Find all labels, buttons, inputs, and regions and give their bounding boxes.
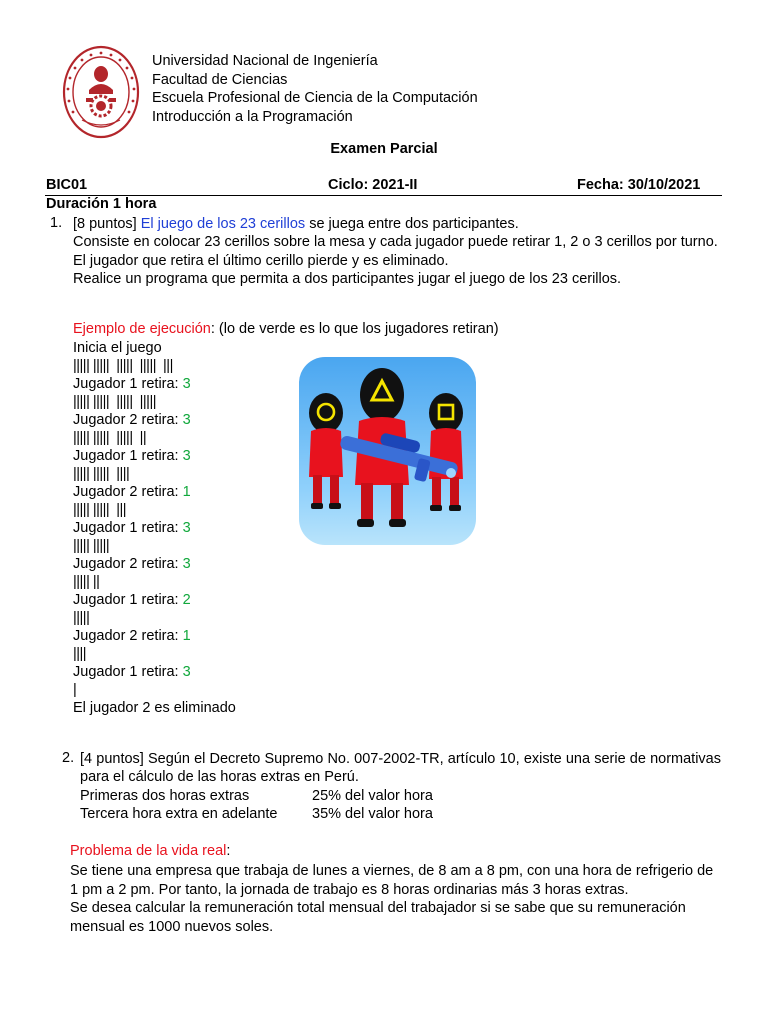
remaining-sticks: ||||| ||||| xyxy=(73,538,110,554)
course-code: BIC01 xyxy=(46,177,88,193)
example-label: Ejemplo de ejecución xyxy=(73,321,211,337)
remaining-sticks: ||||| ||||| |||| xyxy=(73,466,130,482)
q1-line3: El jugador que retira el último cerillo pierde y es eliminado. xyxy=(73,252,449,269)
exam-date: Fecha: 30/10/2021 xyxy=(577,177,701,193)
run-end: El jugador 2 es eliminado xyxy=(73,700,236,716)
university-name: Universidad Nacional de Ingeniería xyxy=(152,53,378,69)
example-run-output xyxy=(73,339,236,717)
sticks-taken: 3 xyxy=(182,412,191,428)
remaining-sticks: | xyxy=(73,682,77,698)
player-label: Jugador 2 retira: xyxy=(73,556,183,572)
remaining-sticks: ||||| || xyxy=(73,574,100,590)
rate-row xyxy=(80,805,721,823)
faculty-name: Facultad de Ciencias xyxy=(152,71,288,88)
player-label: Jugador 2 retira: xyxy=(73,484,183,500)
sticks-taken: 1 xyxy=(182,484,191,500)
player-turn xyxy=(73,555,236,573)
player-turn xyxy=(73,375,236,393)
remaining-sticks: ||||| ||||| ||||| || xyxy=(73,430,147,446)
player-turn xyxy=(73,483,236,501)
player-label: Jugador 1 retira: xyxy=(73,448,183,464)
player-label: Jugador 1 retira: xyxy=(73,592,183,608)
player-label: Jugador 1 retira: xyxy=(73,376,183,392)
institution-header xyxy=(152,52,478,126)
rate-label: Tercera hora extra en adelante xyxy=(80,805,278,822)
problem-paragraph-1: Se tiene una empresa que trabaja de lunes a viernes, de 8 am a 8 pm, con una hora de refrigerio de 1 pm a 2 pm. Por tanto, la jornada de trabajo es 8 horas ordinarias más 3 horas extras. xyxy=(70,863,714,898)
rate-label: Primeras dos horas extras xyxy=(80,787,250,804)
run-start: Inicia el juego xyxy=(73,340,162,356)
sticks-taken: 3 xyxy=(182,448,191,464)
question-1-number: 1. xyxy=(50,215,63,231)
player-turn xyxy=(73,519,236,537)
sticks-taken: 2 xyxy=(182,592,191,608)
exam-title: Examen Parcial xyxy=(330,141,438,157)
sticks-taken: 3 xyxy=(182,664,191,680)
rate-row xyxy=(80,787,721,805)
problem-heading xyxy=(70,843,230,859)
remaining-sticks: ||||| ||||| ||| xyxy=(73,502,127,518)
player-turn xyxy=(73,447,236,465)
rate-value: 25% del valor hora xyxy=(312,787,433,804)
q1-points: [8 puntos] xyxy=(73,216,137,232)
question-1-text xyxy=(73,215,721,288)
q1-line2: Consiste en colocar 23 cerillos sobre la mesa y cada jugador puede retirar 1, 2 o 3 cerillos por turno. xyxy=(73,234,718,251)
question-2-number: 2. xyxy=(62,750,75,766)
player-turn xyxy=(73,411,236,429)
remaining-sticks: ||||| ||||| ||||| ||||| ||| xyxy=(73,358,173,374)
exam-cycle: Ciclo: 2021-II xyxy=(328,177,418,193)
problem-label: Problema de la vida real xyxy=(70,843,227,859)
sticks-taken: 3 xyxy=(182,556,191,572)
q1-line1-rest: se juega entre dos participantes. xyxy=(309,216,519,232)
remaining-sticks: ||||| ||||| ||||| ||||| xyxy=(73,394,156,410)
player-turn xyxy=(73,627,236,645)
question-2-text xyxy=(80,750,721,823)
player-label: Jugador 2 retira: xyxy=(73,628,183,644)
player-turn xyxy=(73,591,236,609)
player-label: Jugador 2 retira: xyxy=(73,412,183,428)
example-note: : (lo de verde es lo que los jugadores retiran) xyxy=(210,321,499,337)
player-label: Jugador 1 retira: xyxy=(73,520,183,536)
game-name-link[interactable]: El juego de los 23 cerillos xyxy=(140,216,306,232)
course-name: Introducción a la Programación xyxy=(152,108,353,125)
problem-text xyxy=(70,862,721,936)
rate-value: 35% del valor hora xyxy=(312,805,433,822)
exam-duration: Duración 1 hora xyxy=(46,196,157,212)
problem-colon: : xyxy=(226,843,231,859)
problem-paragraph-2: Se desea calcular la remuneración total mensual del trabajador si se sabe que su remuneración mensual es 1000 nuevos soles. xyxy=(70,900,686,935)
remaining-sticks: ||||| xyxy=(73,610,90,626)
q2-intro: [4 puntos] Según el Decreto Supremo No. 007-2002-TR, artículo 10, existe una serie de normativas para el cálculo de las horas extras en Perú. xyxy=(80,751,721,786)
player-label: Jugador 1 retira: xyxy=(73,664,183,680)
remaining-sticks: |||| xyxy=(73,646,87,662)
sticks-taken: 3 xyxy=(182,520,191,536)
example-heading xyxy=(73,321,499,337)
sticks-taken: 1 xyxy=(182,628,191,644)
university-seal-logo xyxy=(62,44,140,140)
sticks-taken: 3 xyxy=(182,376,191,392)
school-name: Escuela Profesional de Ciencia de la Computación xyxy=(152,90,478,106)
squid-game-guards-illustration xyxy=(299,357,476,545)
q1-line4: Realice un programa que permita a dos participantes jugar el juego de los 23 cerillos. xyxy=(73,270,622,287)
player-turn xyxy=(73,663,236,681)
